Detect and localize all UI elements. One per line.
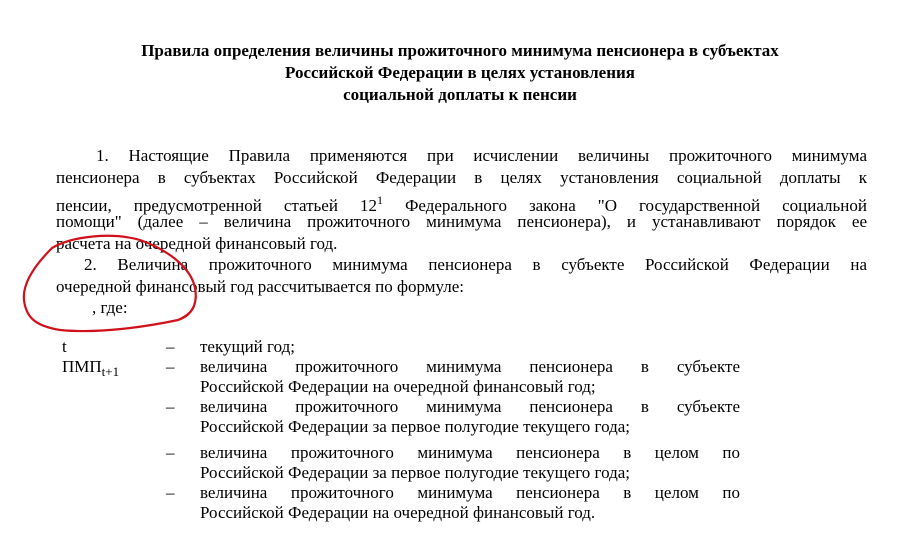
title-line-1: Правила определения величины прожиточного минимума пенсионера в субъектах bbox=[141, 41, 779, 60]
paragraph-1-line-2: пенсионера в субъектах Российской Федерации в целях установления социальной доплаты к bbox=[56, 168, 867, 187]
paragraph-2-line-1: 2. Величина прожиточного минимума пенсионера в субъекте Российской Федерации на bbox=[84, 255, 867, 274]
definition-symbol: t bbox=[62, 337, 67, 356]
definition-text: величина прожиточного минимума пенсионера в целом по Российской Федерации за первое полугодие текущего года; bbox=[200, 443, 740, 482]
definition-text: величина прожиточного минимума пенсионера в субъекте Российской Федерации за первое полугодие текущего года; bbox=[200, 397, 740, 436]
definition-dash: – bbox=[166, 397, 175, 416]
paragraph-2 bbox=[56, 254, 867, 298]
article-superscript: 1 bbox=[376, 193, 383, 207]
annotation-stroke-end bbox=[178, 306, 194, 320]
document-title bbox=[60, 40, 860, 106]
definition-dash: – bbox=[166, 337, 175, 356]
paragraph-1-line-5: расчета на очередной финансовый год. bbox=[56, 234, 338, 253]
definition-text: текущий год; bbox=[200, 337, 295, 356]
definition-text: величина прожиточного минимума пенсионера в целом по Российской Федерации на очередной финансовый год. bbox=[200, 483, 740, 522]
formula-where-label: , где: bbox=[92, 298, 128, 317]
paragraph-1-line-3-start: пенсии, предусмотренной статьей 12 bbox=[56, 196, 377, 215]
definition-dash: – bbox=[166, 443, 175, 462]
paragraph-1 bbox=[56, 145, 867, 255]
definition-item bbox=[62, 397, 742, 437]
paragraph-1-line-1: 1. Настоящие Правила применяются при исчислении величины прожиточного минимума bbox=[96, 146, 867, 165]
paragraph-1-line-4: помощи" (далее – величина прожиточного минимума пенсионера), и устанавливают порядок ее bbox=[56, 212, 867, 231]
definition-text: величина прожиточного минимума пенсионера в субъекте Российской Федерации на очередной финансовый год; bbox=[200, 357, 740, 396]
definition-item bbox=[62, 443, 742, 483]
paragraph-1-line-3-end: Федерального закона "О государственной социальной bbox=[382, 196, 867, 215]
title-line-2: Российской Федерации в целях установления bbox=[285, 63, 635, 82]
definitions-list bbox=[62, 337, 742, 523]
paragraph-1-line-3 bbox=[56, 189, 867, 215]
definition-symbol: $ПМП_{t+1}$ bbox=[62, 357, 120, 379]
definition-item bbox=[62, 483, 742, 523]
definition-item bbox=[62, 337, 742, 357]
definition-dash: – bbox=[166, 357, 175, 376]
paragraph-2-line-2: очередной финансовый год рассчитывается по формуле: bbox=[56, 277, 465, 296]
title-line-3: социальной доплаты к пенсии bbox=[343, 85, 577, 104]
definition-item bbox=[62, 357, 742, 397]
definition-dash: – bbox=[166, 483, 175, 502]
